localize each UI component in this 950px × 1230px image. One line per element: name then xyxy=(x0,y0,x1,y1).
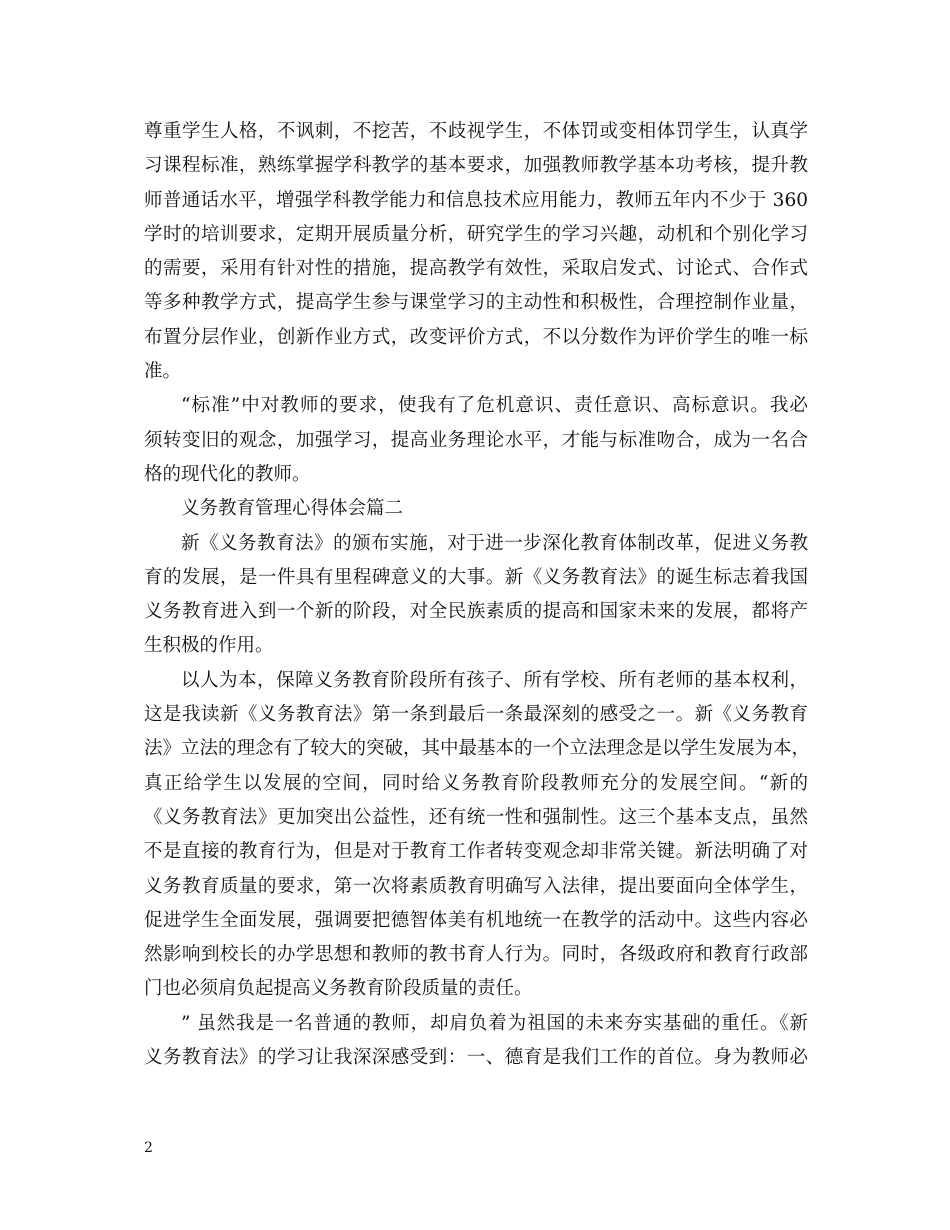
text-line: 格的现代化的教师。 xyxy=(144,463,311,485)
text-line: 真正给学生以发展的空间，同时给义务教育阶段教师充分的发展空间。“新的 xyxy=(144,772,808,794)
text-line: 义务教育法》的学习让我深深感受到：一、德育是我们工作的首位。身为教师必 xyxy=(144,1047,808,1069)
text-line: 然影响到校长的办学思想和教师的教书育人行为。同时，各级政府和教育行政部 xyxy=(144,944,808,966)
text-line: 促进学生全面发展，强调要把德智体美有机地统一在教学的活动中。这些内容必 xyxy=(144,909,808,931)
text-line: 学时的培训要求，定期开展质量分析，研究学生的学习兴趣，动机和个别化学习 xyxy=(144,223,808,245)
text-line: 师普通话水平，增强学科教学能力和信息技术应用能力，教师五年内不少于 360 xyxy=(144,189,808,211)
text-line: 尊重学生人格，不讽刺，不挖苦，不歧视学生，不体罚或变相体罚学生，认真学 xyxy=(144,121,808,142)
text-line: 以人为本，保障义务教育阶段所有孩子、所有学校、所有老师的基本权利， xyxy=(181,669,808,691)
text-line: 法》立法的理念有了较大的突破，其中最基本的一个立法理念是以学生发展为本， xyxy=(144,738,811,760)
text-line: 生积极的作用。 xyxy=(144,635,274,657)
text-line: 《义务教育法》更加突出公益性，还有统一性和强制性。这三个基本支点，虽然 xyxy=(144,806,808,828)
text-line: 门也必须肩负起提高义务教育阶段质量的责任。 xyxy=(144,978,533,1000)
text-line: 布置分层作业，创新作业方式，改变评价方式，不以分数作为评价学生的唯一标 xyxy=(144,326,808,348)
page-number: 2 xyxy=(144,1140,153,1156)
text-line: 义务教育质量的要求，第一次将素质教育明确写入法律，提出要面向全体学生， xyxy=(144,875,808,897)
text-line: 等多种教学方式，提高学生参与课堂学习的主动性和积极性，合理控制作业量， xyxy=(144,292,808,314)
text-line: ” 虽然我是一名普通的教师，却肩负着为祖国的未来夯实基础的重任。《新 xyxy=(181,1012,808,1034)
text-line: 这是我读新《义务教育法》第一条到最后一条最深刻的感受之一。新《义务教育 xyxy=(144,704,808,726)
text-line: 义务教育管理心得体会篇二 xyxy=(181,498,404,520)
text-line: 新《义务教育法》的颁布实施，对于进一步深化教育体制改革，促进义务教 xyxy=(181,532,808,554)
text-line: 习课程标准，熟练掌握学科教学的基本要求，加强教师教学基本功考核，提升教 xyxy=(144,155,808,177)
text-line: 义务教育进入到一个新的阶段，对全民族素质的提高和国家未来的发展，都将产 xyxy=(144,601,808,623)
text-line: 的需要，采用有针对性的措施，提高教学有效性，采取启发式、讨论式、合作式 xyxy=(144,258,808,280)
text-line: “标准”中对教师的要求，使我有了危机意识、责任意识、高标意识。我必 xyxy=(181,395,808,417)
text-line: 须转变旧的观念，加强学习，提高业务理论水平，才能与标准吻合，成为一名合 xyxy=(144,429,808,451)
text-line: 准。 xyxy=(144,361,182,383)
text-line: 育的发展，是一件具有里程碑意义的大事。新《义务教育法》的诞生标志着我国 xyxy=(144,566,808,588)
document-body xyxy=(144,115,811,1075)
text-line: 不是直接的教育行为，但是对于教育工作者转变观念却非常关键。新法明确了对 xyxy=(144,841,808,863)
